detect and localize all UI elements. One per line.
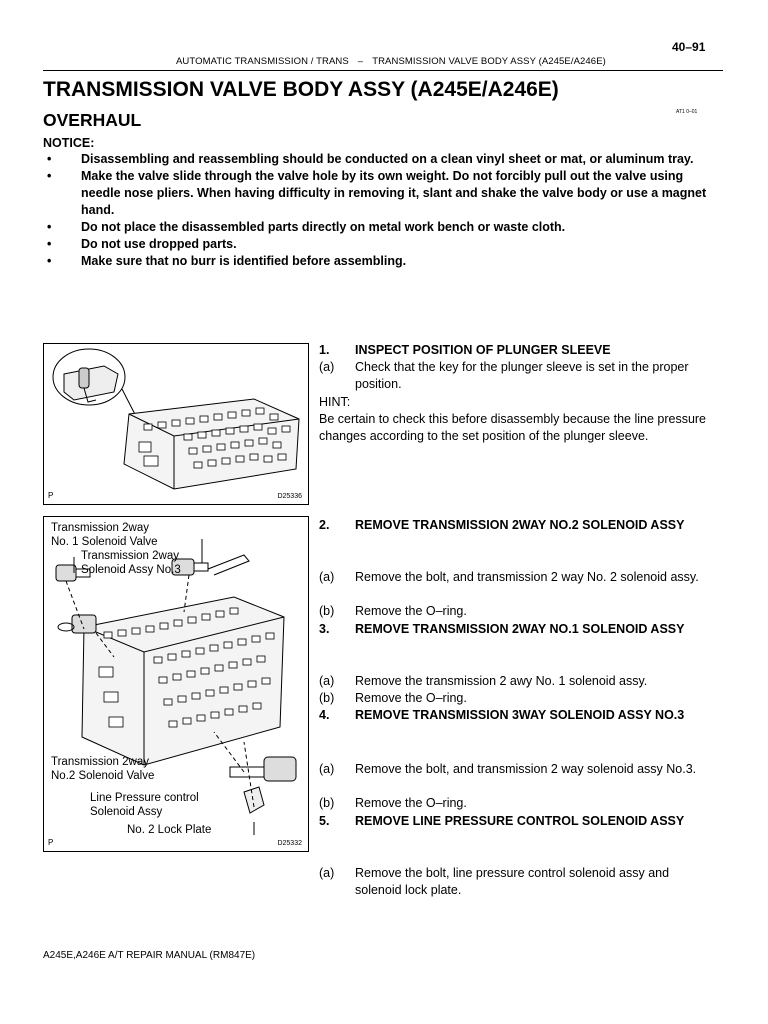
substep-text: Remove the O–ring. <box>355 691 467 705</box>
figure-corner-mark: P <box>48 491 54 500</box>
figure-solenoid-removal <box>43 516 309 852</box>
substep-number: (a) <box>319 570 335 584</box>
section-header-right: TRANSMISSION VALVE BODY ASSY (A245E/A246E) <box>372 56 606 67</box>
step-text: REMOVE TRANSMISSION 2WAY NO.1 SOLENOID ASSY <box>355 622 685 636</box>
notice-item: • Make the valve slide through the valve hole by its own weight. Do not forcibly pull out the valve using needle nose pliers. When having difficulty in removing it, slant and shake the valve body or use a magnet hand. <box>43 168 715 219</box>
substep-text: Remove the bolt, line pressure control solenoid assy and solenoid lock plate. <box>355 866 670 897</box>
label-line: No. 1 Solenoid Valve <box>51 536 158 548</box>
hint-text: Be certain to check this before disassembly because the line pressure changes according to the set position of the plunger sleeve. <box>319 412 707 443</box>
label-line: Solenoid Assy No.3 <box>81 564 181 576</box>
step-heading <box>319 621 711 638</box>
substep <box>319 359 711 393</box>
label-line: Transmission 2way <box>81 550 179 562</box>
notice-item: • Do not place the disassembled parts directly on metal work bench or waste cloth. <box>43 219 715 236</box>
step-number: 5. <box>319 814 330 828</box>
notice-label: NOTICE: <box>43 136 95 150</box>
label-line: No.2 Solenoid Valve <box>51 770 155 782</box>
substep-text: Check that the key for the plunger sleeve is set in the proper position. <box>355 360 689 391</box>
step-heading <box>319 517 711 534</box>
step-number: 2. <box>319 518 330 532</box>
label-lock-plate: No. 2 Lock Plate <box>127 824 212 836</box>
label-line: Solenoid Assy <box>90 806 163 818</box>
substep-number: (b) <box>319 796 335 810</box>
substep-number: (b) <box>319 604 335 618</box>
notice-item: • Make sure that no burr is identified before assembling. <box>43 253 715 270</box>
step-heading <box>319 813 711 830</box>
label-line: Transmission 2way <box>51 756 149 768</box>
hint-label: HINT: <box>319 395 351 409</box>
step-number: 3. <box>319 622 330 636</box>
valve-body-illustration <box>44 344 308 504</box>
figure-code: D25332 <box>277 840 302 847</box>
step-heading <box>319 707 711 724</box>
label-no2-solenoid <box>51 755 154 783</box>
page-subtitle: OVERHAUL <box>43 110 142 130</box>
substep <box>319 690 711 707</box>
section-header <box>176 56 606 67</box>
label-line: Transmission 2way <box>51 522 149 534</box>
substep <box>319 673 711 690</box>
label-no1-solenoid <box>51 521 158 549</box>
label-line-pressure-solenoid <box>90 791 199 819</box>
substep <box>319 865 711 899</box>
label-line: Line Pressure control <box>90 792 199 804</box>
step-text: REMOVE TRANSMISSION 3WAY SOLENOID ASSY NO.3 <box>355 708 685 722</box>
label-no3-solenoid <box>81 549 181 577</box>
substep-number: (a) <box>319 866 335 880</box>
figure-plunger-sleeve <box>43 343 309 505</box>
step-text: REMOVE TRANSMISSION 2WAY NO.2 SOLENOID ASSY <box>355 518 685 532</box>
substep-text: Remove the bolt, and transmission 2 way solenoid assy No.3. <box>355 762 697 776</box>
step-number: 1. <box>319 343 330 357</box>
header-rule <box>43 70 723 71</box>
substep-text: Remove the bolt, and transmission 2 way No. 2 solenoid assy. <box>355 570 699 584</box>
figure-corner-mark: P <box>48 838 54 847</box>
substep-number: (a) <box>319 360 335 374</box>
page-title: TRANSMISSION VALVE BODY ASSY (A245E/A246E) <box>43 78 559 101</box>
page-footer: A245E,A246E A/T REPAIR MANUAL (RM847E) <box>43 950 256 961</box>
notice-list <box>43 151 715 270</box>
step-number: 4. <box>319 708 330 722</box>
substep <box>319 761 711 778</box>
step-text: REMOVE LINE PRESSURE CONTROL SOLENOID ASSY <box>355 814 685 828</box>
step-heading <box>319 342 711 359</box>
substep <box>319 569 711 586</box>
figure-code: D25336 <box>277 493 302 500</box>
substep <box>319 603 711 620</box>
section-header-left: AUTOMATIC TRANSMISSION / TRANS <box>176 56 349 67</box>
step-text: INSPECT POSITION OF PLUNGER SLEEVE <box>355 343 611 357</box>
notice-item: • Do not use dropped parts. <box>43 236 715 253</box>
substep-text: Remove the O–ring. <box>355 604 467 618</box>
reference-code: AT1 0–01 <box>676 109 698 115</box>
substep-text: Remove the O–ring. <box>355 796 467 810</box>
substep <box>319 795 711 812</box>
section-header-separator: – <box>357 56 364 67</box>
substep-number: (a) <box>319 762 335 776</box>
notice-item: • Disassembling and reassembling should be conducted on a clean vinyl sheet or mat, or aluminum tray. <box>43 151 715 168</box>
substep-number: (b) <box>319 691 335 705</box>
substep-text: Remove the transmission 2 awy No. 1 solenoid assy. <box>355 674 648 688</box>
page-number: 40–91 <box>672 40 706 54</box>
substep-number: (a) <box>319 674 335 688</box>
